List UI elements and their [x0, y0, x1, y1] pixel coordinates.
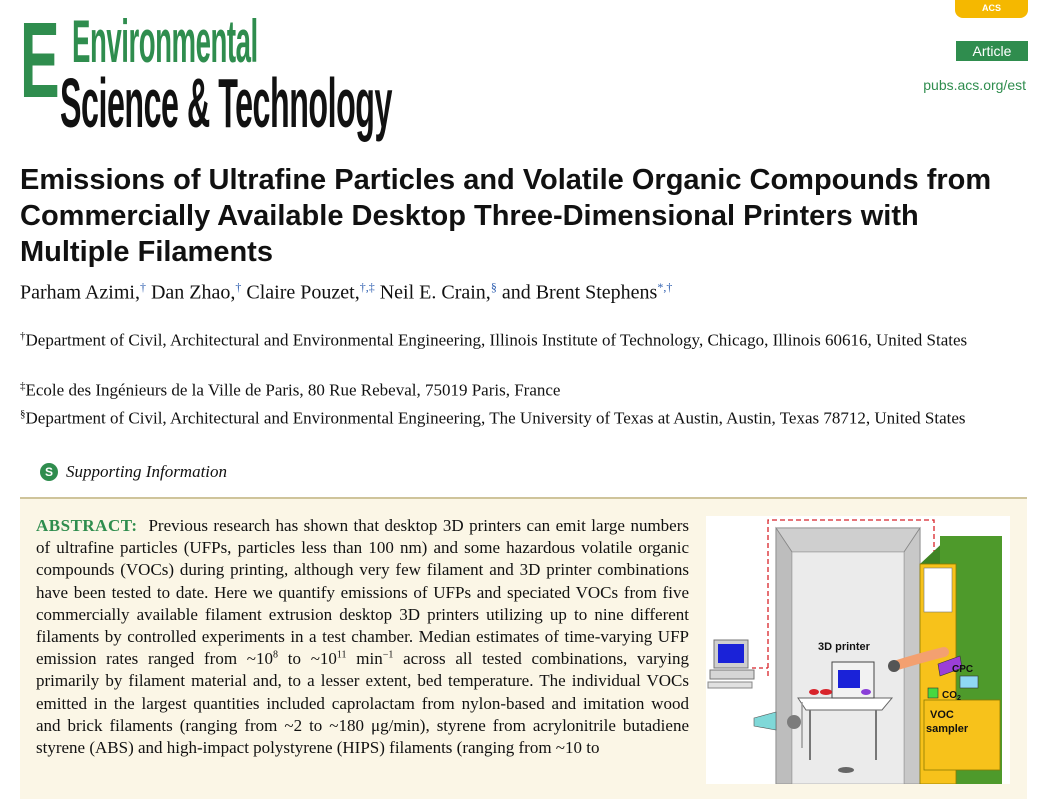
- author-name[interactable]: Parham Azimi,: [20, 281, 140, 304]
- author-name[interactable]: Claire Pouzet,: [246, 281, 360, 304]
- cpc-label: CPC: [952, 664, 974, 675]
- test-chamber: [776, 528, 920, 784]
- abstract-exponent: 11: [336, 649, 347, 661]
- abstract-label: ABSTRACT:: [36, 516, 138, 535]
- logo-line2: Science & Technology: [60, 64, 392, 142]
- author-name[interactable]: and Brent Stephens: [501, 281, 658, 304]
- author-affiliation-mark: †: [139, 280, 146, 294]
- abstract-text: [36, 515, 689, 759]
- journal-logo[interactable]: [20, 0, 392, 142]
- sampler-label: sampler: [926, 723, 969, 735]
- author-affiliation-mark: †,‡: [359, 280, 375, 294]
- toc-graphic: [706, 516, 1010, 784]
- paper-title: Emissions of Ultrafine Particles and Volatile Organic Compounds from Commercially Available Desktop Three-Dimensional Printers with Multiple Filaments: [20, 164, 992, 268]
- affiliation: [20, 403, 1030, 430]
- cpc-box-icon: [960, 676, 978, 688]
- author-name[interactable]: Dan Zhao,: [150, 281, 236, 304]
- author-affiliation-mark: §: [490, 280, 497, 294]
- mixing-fan-icon: [838, 767, 854, 773]
- supporting-info-icon: S: [40, 463, 58, 481]
- affiliation-mark: ‡: [20, 380, 26, 392]
- voc-label: VOC: [930, 709, 954, 721]
- logo-initial: E: [20, 0, 60, 120]
- logo-line1: Environmental: [72, 8, 258, 75]
- printer-label: 3D printer: [818, 641, 870, 653]
- affiliation-text: Ecole des Ingénieurs de la Ville de Paris, 80 Rue Rebeval, 75019 Paris, France: [25, 380, 561, 400]
- author-name[interactable]: Neil E. Crain,: [379, 281, 491, 304]
- abstract-part: min: [346, 649, 383, 669]
- author-affiliation-mark: †: [235, 280, 242, 294]
- author-list: [20, 280, 672, 305]
- supporting-information-link[interactable]: [40, 462, 227, 482]
- affiliation-text: Department of Civil, Architectural and Environmental Engineering, Illinois Institute of Technology, Chicago, Illinois 60616, United States: [25, 330, 968, 350]
- abstract-part: Previous research has shown that desktop 3D printers can emit large numbers of ultrafine particles (UFPs, particles less than 100 nm) and some hazardous volatile organic compounds (VOCs) during printing, although very few filament and 3D printer combinations have been tested to date. Here we quantify emissions of UFPs and speciated VOCs from five commercially available filament extrusion desktop 3D printers utilizing up to nine different filaments by controlled experiments in a test chamber. Median estimates of time-varying UFP emission rates ranged from ~10: [36, 516, 690, 669]
- co2-label-subscript: 2: [957, 695, 961, 702]
- affiliation-mark: †: [20, 330, 26, 342]
- abstract-exponent: −1: [382, 649, 394, 661]
- author-affiliation-mark: *,†: [657, 280, 673, 294]
- inlet-fan-icon: [888, 660, 900, 672]
- abstract-exponent: 8: [273, 649, 278, 661]
- journal-url-link[interactable]: pubs.acs.org/est: [923, 77, 1026, 93]
- co2-label-text: CO: [942, 690, 957, 701]
- abstract-part: to ~10: [278, 649, 337, 669]
- article-type-badge: Article: [956, 41, 1028, 61]
- affiliation: [20, 375, 1030, 402]
- affiliation: [20, 325, 1030, 352]
- author-choice-badge[interactable]: ACS AuthorChoice: [955, 0, 1028, 18]
- co2-sensor-icon: [928, 688, 938, 698]
- affiliation-text: Department of Civil, Architectural and Environmental Engineering, The University of Texas at Austin, Austin, Texas 78712, United States: [25, 408, 966, 428]
- supporting-info-label: Supporting Information: [66, 462, 228, 481]
- abstract-part: across all tested combinations, varying primarily by filament material and, to a lesser extent, bed temperature. The individual VOCs emitted in the largest quantities included caprolactam from nylon-based and imitation wood and brick filaments (ranging from ~2 to ~180 μg/min), styrene from acrylonitrile butadiene styrene (ABS) and high-impact polystyrene (HIPS) filaments (ranging from ~10 to: [36, 649, 689, 758]
- affiliation-mark: §: [20, 408, 26, 420]
